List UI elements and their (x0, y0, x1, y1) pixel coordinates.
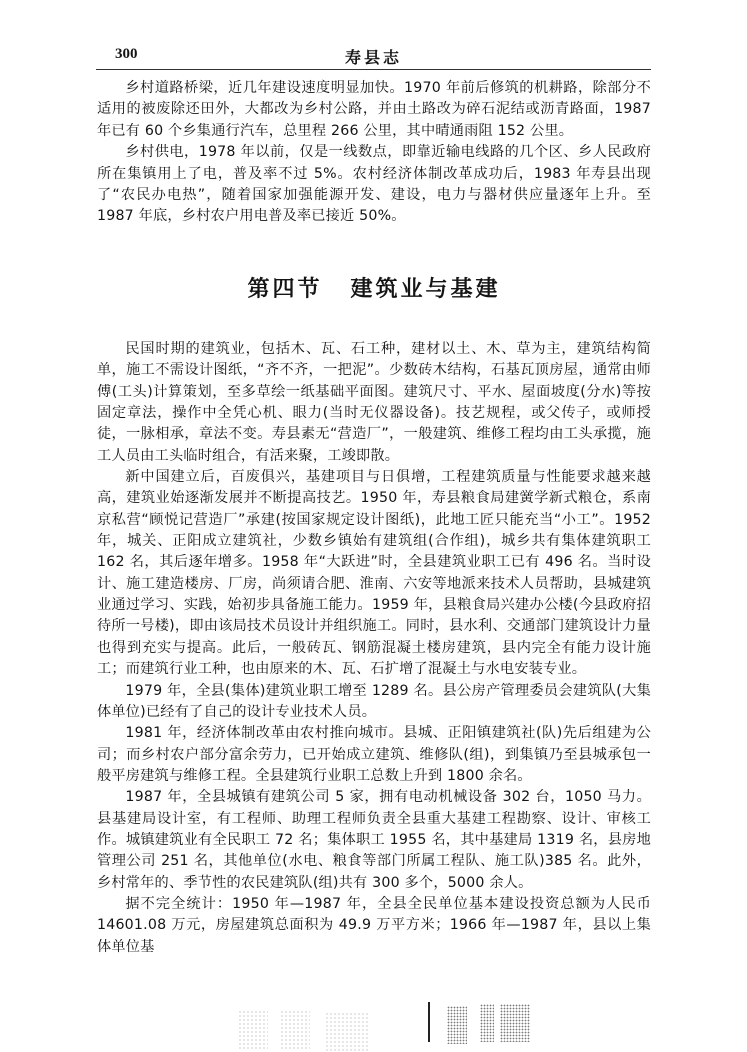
header-rule (96, 69, 651, 70)
paragraph-1981: 1981 年，经济体制改革由农村推向城市。县城、正阳镇建筑社(队)先后组建为公司；而乡村农户部分富余劳力，已开始成立建筑、维修队(组)，到集镇乃至县城承包一般平房建筑与维修工程。全县建筑行业职工总数上升到 1800 余名。 (97, 725, 651, 784)
paragraph-new-china: 新中国建立后，百废俱兴，基建项目与日俱增，工程建筑质量与性能要求越来越高，建筑业始逐渐发展并不断提高技艺。1950 年，寿县粮食局建黉学新式粮仓，系南京私营“顾悦记营造厂”承建(按国家规定设计图纸)，此地工匠只能充当“小工”。1952 年，城关、正阳成立建筑社，少数乡镇始有建筑组(合作组)，城乡共有集体建筑职工 162 名，其后逐年增多。1958 年“大跃进”时，全县建筑业职工已有 496 名。当时设计、施工建造楼房、厂房，尚须请合肥、淮南、六安等地派来技术人员帮助，县城建筑业通过学习、实践，始初步具备施工能力。1959 年，县粮食局兴建办公楼(今县政府招待所一号楼)，即由该局技术员设计并组织施工。同时，县水利、交通部门建筑设计力量也得到充实与提高。此后，一般砖瓦、钢筋混凝土楼房建筑，县内完全有能力设计施工；而建筑行业工种，也由原来的木、瓦、石扩增了混凝土与水电安装专业。 (97, 469, 651, 678)
section-title: 建筑业与基建 (350, 276, 501, 302)
book-title: 寿县志 (344, 48, 402, 67)
paragraph-rural-roads: 乡村道路桥梁，近几年建设速度明显加快。1970 年前后修筑的机耕路，除部分不适用的被废除还田外，大都改为乡村公路，并由土路改为碎石泥结或沥青路面，1987 年已有 60 个乡集通行汽车，总里程 266 公里，其中晴通雨阻 152 公里。 (97, 80, 651, 139)
section-body (97, 339, 651, 958)
section-heading-wrap (97, 272, 651, 303)
scan-noise-bar (428, 1002, 430, 1042)
scan-noise-patch (280, 1010, 310, 1050)
intro-text-block (97, 78, 651, 228)
section-heading (97, 272, 651, 303)
paragraph-1987: 1987 年，全县城镇有建筑公司 5 家，拥有电动机械设备 302 台，1050 马力。县基建局设计室，有工程师、助理工程师负责全县重大基建工程勘察、设计、审核工作。城镇建筑业有全民职工 72 名；集体职工 1955 名，其中基建局 1319 名，县房地管理公司 251 名，其他单位(水电、粮食等部门所属工程队、施工队)385 名。此外，乡村常年的、季节性的农民建筑队(组)共有 300 多个，5000 余人。 (97, 789, 651, 891)
page-number: 300 (115, 46, 138, 62)
running-header (96, 44, 651, 70)
scan-noise-patch (238, 1010, 268, 1050)
paragraph-republic-era: 民国时期的建筑业，包括木、瓦、石工种，建材以土、木、草为主，建筑结构简单，施工不需设计图纸，“齐不齐，一把泥”。少数砖木结构，石基瓦顶房屋，通常由师傅(工头)计算策划，至多草绘一纸基础平面图。建筑尺寸、平水、屋面坡度(分水)等按固定章法，操作中全凭心机、眼力(当时无仪器设备)。技艺规程，或父传子，或师授徒，一脉相承，章法不变。寿县素无“营造厂”，一般建筑、维修工程均由工头承揽，施工人员由工头临时组合，有活来聚，工竣即散。 (97, 341, 651, 464)
section-number: 第四节 (247, 276, 323, 302)
paragraph-1979: 1979 年，全县(集体)建筑业职工增至 1289 名。县公房产管理委员会建筑队(大集体单位)已经有了自己的设计专业技术人员。 (97, 682, 651, 720)
scan-noise-patch (480, 1004, 494, 1042)
scan-noise-patch (447, 1006, 467, 1044)
paragraph-rural-power: 乡村供电，1978 年以前，仅是一线数点，即靠近输电线路的几个区、乡人民政府所在集镇用上了电，普及率不过 5%。农村经济体制改革成功后，1983 年寿县出现了“农民办电热”，随着国家加强能源开发、建设，电力与器材供应量逐年上升。至 1987 年底，乡村农户用电普及率已接近 50%。 (97, 144, 651, 225)
paragraph-statistics: 据不完全统计：1950 年—1987 年，全县全民单位基本建设投资总额为人民币 14601.08 万元，房屋建筑总面积为 49.9 万平方米；1966 年—1987 年，县以上集体单位基 (97, 895, 651, 955)
scan-noise-patch (325, 1012, 370, 1052)
scan-noise-patch (500, 1004, 530, 1042)
